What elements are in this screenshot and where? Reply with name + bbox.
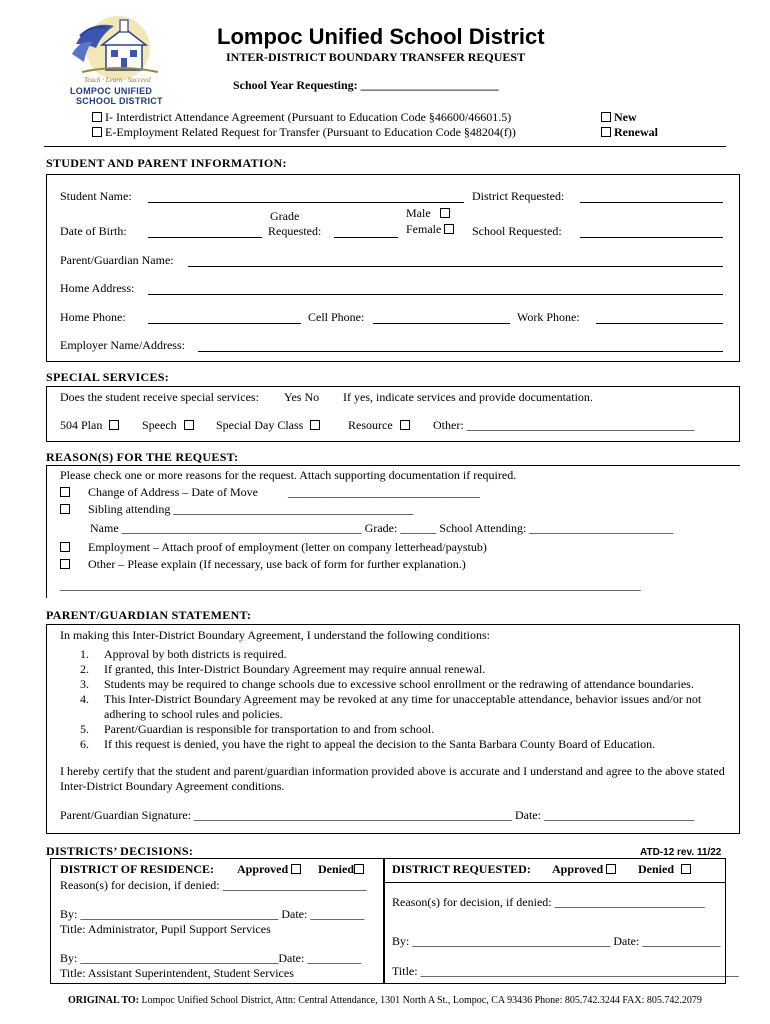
checkbox[interactable] (60, 504, 70, 514)
checkbox[interactable] (681, 864, 691, 874)
checkbox[interactable] (109, 420, 119, 430)
residence-approved[interactable] (237, 862, 301, 877)
date-of-birth-input[interactable] (148, 237, 262, 238)
footer-label: ORIGINAL TO: (68, 995, 140, 1006)
reason-change-of-address[interactable] (60, 485, 258, 500)
home-address-label: Home Address: (60, 281, 135, 295)
checkbox[interactable] (60, 559, 70, 569)
speech-option[interactable] (142, 418, 194, 433)
student-name-input[interactable] (148, 202, 464, 203)
option-interdistrict-label: I- Interdistrict Attendance Agreement (Pursuant to Education Code §46600/46601.5) (105, 110, 512, 124)
condition-text: This Inter-District Boundary Agreement may be revoked at any time for unacceptable attendance, behavior issues and/or not adhering to school rules and policies. (104, 692, 702, 721)
sibling-details-field[interactable]: Name ________________________________________ Grade: ______ School Attending: ________________________ (90, 521, 674, 535)
page-title: Lompoc Unified School District (217, 24, 545, 49)
condition-text: If this request is denied, you have the right to appeal the decision to the Santa Barbara County Board of Education. (104, 737, 656, 751)
approved-label: Approved (552, 862, 604, 876)
conditions-list (76, 647, 736, 752)
logo-name-line2: SCHOOL DISTRICT (76, 96, 163, 106)
female-label: Female (406, 222, 442, 236)
certify-statement: I hereby certify that the student and parent/guardian information provided above is accurate and I understand and agree to the above stated Inter-District Boundary Agreement conditions. (60, 764, 725, 793)
parent-name-input[interactable] (188, 266, 723, 267)
home-phone-input[interactable] (148, 323, 301, 324)
checkbox[interactable] (606, 864, 616, 874)
male-label: Male (406, 206, 431, 220)
school-requested-input[interactable] (580, 237, 723, 238)
employment-label: Employment – Attach proof of employment (letter on company letterhead/paystub) (88, 540, 487, 554)
page-subtitle: INTER-DISTRICT BOUNDARY TRANSFER REQUEST (226, 50, 526, 64)
grade-label: Grade (270, 209, 300, 223)
district-requested-label: District Requested: (472, 189, 565, 203)
requested-approved[interactable] (552, 862, 616, 877)
yes-no-options[interactable]: Yes No (284, 390, 320, 404)
special-services-heading: SPECIAL SERVICES: (46, 370, 170, 384)
reason-employment[interactable] (60, 540, 487, 555)
move-date-input[interactable]: ________________________________ (288, 485, 480, 499)
home-address-input[interactable] (148, 294, 723, 295)
reasons-top-rule (46, 465, 740, 466)
header-divider (44, 146, 726, 147)
condition-item (76, 692, 736, 722)
condition-item (76, 662, 736, 677)
district-logo (62, 14, 174, 106)
footer (68, 995, 702, 1006)
option-employment[interactable] (92, 125, 516, 140)
condition-text: Parent/Guardian is responsible for transportation to and from school. (104, 722, 435, 736)
other-reason-label: Other – Please explain (If necessary, use back of form for further explanation.) (88, 557, 466, 571)
home-phone-label: Home Phone: (60, 310, 126, 324)
reason-sibling-attending[interactable] (60, 502, 413, 517)
condition-item (76, 677, 736, 692)
requested-divider (384, 882, 726, 883)
option-employment-label: E-Employment Related Request for Transfer (Pursuant to Education Code §48204(f)) (105, 125, 516, 139)
statement-heading: PARENT/GUARDIAN STATEMENT: (46, 608, 252, 622)
condition-number: 2. (80, 662, 89, 676)
checkbox[interactable] (440, 208, 450, 218)
male-option[interactable] (406, 206, 450, 221)
special-day-class-option[interactable] (216, 418, 320, 433)
school-requested-label: School Requested: (472, 224, 562, 238)
other-reason-input[interactable]: _____________________________________________________________________________________________________ (60, 580, 641, 592)
other-services-field[interactable]: Other: ______________________________________ (433, 418, 695, 432)
special-services-question: Does the student receive special services: (60, 390, 259, 404)
special-day-class-label: Special Day Class (216, 418, 304, 432)
cell-phone-input[interactable] (373, 323, 510, 324)
condition-number: 3. (80, 677, 89, 691)
district-requested-input[interactable] (580, 202, 723, 203)
option-new-label: New (614, 110, 637, 124)
residence-denied[interactable] (318, 862, 364, 877)
requested-denied[interactable] (638, 862, 691, 877)
residence-title: DISTRICT OF RESIDENCE: (60, 862, 215, 876)
condition-number: 6. (80, 737, 89, 751)
requested-title-field[interactable]: Title: _____________________________________________________ (392, 964, 739, 978)
guardian-signature-field[interactable]: Parent/Guardian Signature: _____________________________________________________ Date: _________________________ (60, 808, 694, 822)
checkbox[interactable] (60, 487, 70, 497)
option-renewal-label: Renewal (614, 125, 658, 139)
plan-504-option[interactable] (60, 418, 119, 433)
checkbox[interactable] (400, 420, 410, 430)
reasons-heading: REASON(S) FOR THE REQUEST: (46, 450, 239, 464)
checkbox[interactable] (60, 542, 70, 552)
female-option[interactable] (406, 222, 454, 237)
sibling-attending-label: Sibling attending ________________________________________ (88, 502, 414, 516)
footer-text: Lompoc Unified School District, Attn: Central Attendance, 1301 North A St., Lompoc, CA 93436 Phone: 805.742.3244 FAX: 805.742.2079 (141, 995, 702, 1006)
employer-label: Employer Name/Address: (60, 338, 185, 352)
reasons-instructions: Please check one or more reasons for the request. Attach supporting documentation if required. (60, 468, 517, 482)
denied-label: Denied (318, 862, 354, 876)
work-phone-label: Work Phone: (517, 310, 580, 324)
school-year-field[interactable]: School Year Requesting: _______________________ (233, 78, 499, 92)
reasons-left-rule (46, 465, 47, 598)
residence-title-1: Title: Administrator, Pupil Support Services (60, 922, 271, 936)
date-of-birth-label: Date of Birth: (60, 224, 127, 238)
residence-reason-field[interactable]: Reason(s) for decision, if denied: ________________________ (60, 878, 367, 892)
checkbox[interactable] (354, 864, 364, 874)
grade-input[interactable] (334, 237, 398, 238)
condition-text: If granted, this Inter-District Boundary Agreement may require annual renewal. (104, 662, 486, 676)
resource-option[interactable] (348, 418, 410, 433)
reason-other[interactable] (60, 557, 466, 572)
checkbox[interactable] (601, 112, 611, 122)
checkbox[interactable] (310, 420, 320, 430)
plan-504-label: 504 Plan (60, 418, 103, 432)
work-phone-input[interactable] (596, 323, 723, 324)
residence-title-2: Title: Assistant Superintendent, Student Services (60, 966, 294, 980)
condition-number: 5. (80, 722, 89, 736)
denied-label: Denied (638, 862, 674, 876)
student-name-label: Student Name: (60, 189, 132, 203)
checkbox[interactable] (444, 224, 454, 234)
checkbox[interactable] (601, 127, 611, 137)
resource-label: Resource (348, 418, 393, 432)
condition-item (76, 647, 736, 662)
change-of-address-label: Change of Address – Date of Move (88, 485, 258, 499)
grade-requested-label: Requested: (268, 224, 322, 238)
parent-name-label: Parent/Guardian Name: (60, 253, 174, 267)
logo-tagline: Teach · Learn · Succeed (84, 76, 151, 84)
requested-title: DISTRICT REQUESTED: (392, 862, 531, 876)
residence-by-field-1[interactable]: By: _________________________________ Date: _________ (60, 907, 365, 921)
condition-item (76, 737, 736, 752)
requested-reason-field[interactable]: Reason(s) for decision, if denied: _________________________ (392, 895, 705, 909)
cell-phone-label: Cell Phone: (308, 310, 365, 324)
logo-name-line1: LOMPOC UNIFIED (70, 86, 153, 96)
checkbox[interactable] (92, 127, 102, 137)
checkbox[interactable] (291, 864, 301, 874)
checkbox[interactable] (184, 420, 194, 430)
option-interdistrict[interactable] (92, 110, 511, 125)
speech-label: Speech (142, 418, 177, 432)
employer-input[interactable] (198, 351, 723, 352)
requested-by-field[interactable]: By: _________________________________ Date: _____________ (392, 934, 721, 948)
student-section-heading: STUDENT AND PARENT INFORMATION: (46, 156, 287, 170)
condition-number: 4. (80, 692, 89, 706)
approved-label: Approved (237, 862, 289, 876)
special-services-instructions: If yes, indicate services and provide documentation. (343, 390, 593, 404)
decisions-heading: DISTRICTS’ DECISIONS: (46, 844, 194, 858)
form-id: ATD-12 rev. 11/22 (640, 847, 722, 858)
condition-text: Students may be required to change schools due to excessive school enrollment or the redrawing of attendance boundaries. (104, 677, 694, 691)
residence-by-field-2[interactable]: By: _________________________________Date: _________ (60, 951, 362, 965)
condition-text: Approval by both districts is required. (104, 647, 287, 661)
checkbox[interactable] (92, 112, 102, 122)
option-new[interactable] (601, 110, 637, 125)
option-renewal[interactable] (601, 125, 658, 140)
statement-intro: In making this Inter-District Boundary Agreement, I understand the following conditions: (60, 628, 491, 642)
condition-number: 1. (80, 647, 89, 661)
condition-item (76, 722, 736, 737)
